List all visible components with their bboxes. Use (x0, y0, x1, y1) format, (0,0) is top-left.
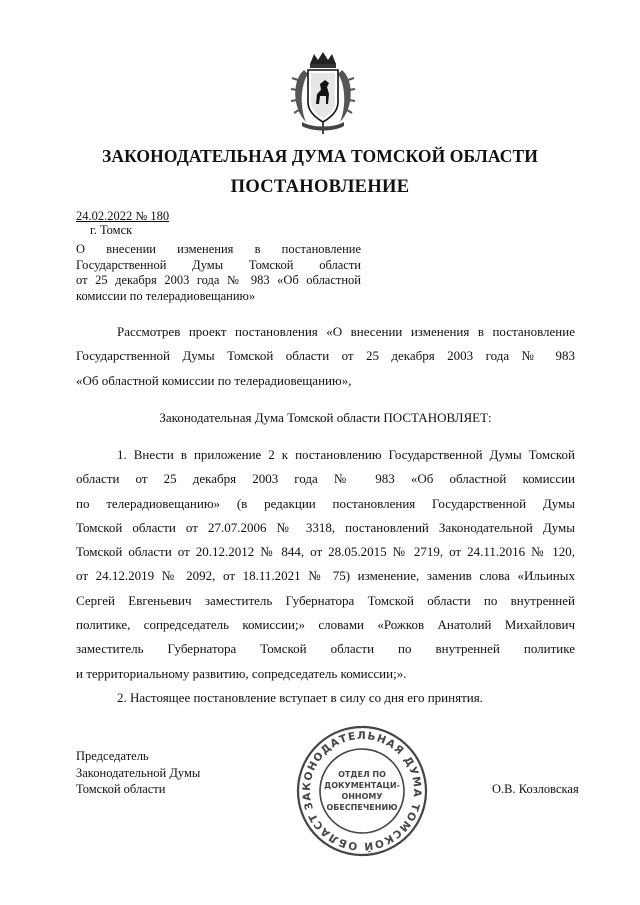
preamble-line: «Об областной комиссии по телерадиовещанию», (76, 372, 352, 388)
signer-title-line: Томской области (76, 782, 166, 796)
subject-line: О внесении изменения в постановление (76, 242, 361, 256)
svg-text:ОБЕСПЕЧЕНИЮ: ОБЕСПЕЧЕНИЮ (326, 803, 398, 812)
item-1-line: и территориальному развитию, сопредседатель комиссии;». (76, 665, 407, 681)
item-1-paragraph (76, 443, 575, 710)
official-stamp (292, 721, 432, 861)
subject-line: Государственной Думы Томской области (76, 257, 361, 272)
document-type-title: ПОСТАНОВЛЕНИЕ (230, 177, 410, 197)
document-date-number: 24.02.2022 № 180 (76, 209, 170, 223)
item-1-line: заместитель Губернатора Томской области по внутренней политике (76, 641, 575, 657)
preamble-paragraph (76, 320, 575, 393)
document-city: г. Томск (90, 223, 133, 237)
subject-line: от 25 декабря 2003 года № 983 «Об областной (76, 273, 361, 287)
preamble-line: Государственной Думы Томской области от 25 декабря 2003 года № 983 (76, 348, 575, 364)
svg-text:ДОКУМЕНТАЦИ-: ДОКУМЕНТАЦИ- (324, 781, 400, 790)
signer-title-line: Законодательной Думы (76, 765, 201, 780)
svg-text:ОННОМУ: ОННОМУ (341, 792, 383, 801)
item-1-line: Сергей Евгеньевич заместитель Губернатора Томской области по внутренней (76, 592, 575, 608)
item-1-line: по телерадиовещанию» (в редакции постановления Государственной Думы (76, 495, 575, 511)
item-1-line: политике, сопредседатель комиссии;» словами «Рожков Анатолий Михайлович (76, 617, 575, 633)
item-2-line: 2. Настоящее постановление вступает в силу со дня его принятия. (117, 689, 483, 705)
svg-text:ОТДЕЛ ПО: ОТДЕЛ ПО (338, 770, 386, 779)
preamble-line: Рассмотрев проект постановления «О внесении изменения в постановление (117, 324, 575, 339)
organization-title: ЗАКОНОДАТЕЛЬНАЯ ДУМА ТОМСКОЙ ОБЛАСТИ (102, 146, 538, 166)
svg-text:ЗАКОНОДАТЕЛЬНАЯ ДУМА ТОМСКОЙ О: ЗАКОНОДАТЕЛЬНАЯ ДУМА ТОМСКОЙ ОБЛАСТИ (300, 729, 424, 853)
item-1-line: 1. Внести в приложение 2 к постановлению Государственной Думы Томской (117, 447, 575, 462)
subject-line: комиссии по телерадиовещанию» (76, 288, 256, 303)
signer-title-line: Председатель (76, 749, 149, 763)
item-1-line: Томской области от 27.07.2006 № 3318, постановлений Законодательной Думы (76, 519, 575, 535)
document-subject (76, 242, 361, 304)
item-1-line: области от 25 декабря 2003 года № 983 «Об областной комиссии (76, 471, 575, 487)
signer-title (76, 748, 200, 798)
resolves-statement: Законодательная Дума Томской области ПОСТАНОВЛЯЕТ: (159, 410, 492, 425)
signer-name: О.В. Козловская (492, 782, 579, 796)
coat-of-arms-emblem (290, 50, 356, 134)
item-1-line: от 24.12.2019 № 2092, от 18.11.2021 № 75) изменение, заменив слова «Ильиных (76, 568, 575, 584)
item-1-line: Томской области от 20.12.2012 № 844, от 28.05.2015 № 2719, от 24.11.2016 № 120, (76, 544, 575, 560)
